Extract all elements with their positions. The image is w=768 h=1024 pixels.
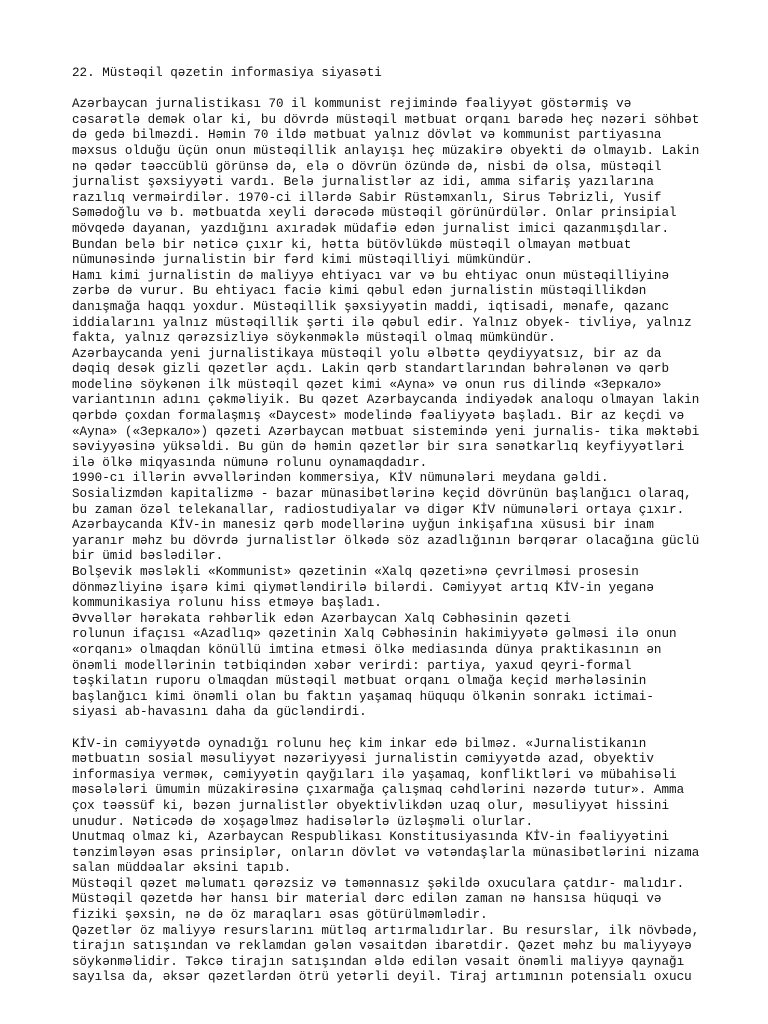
- text-line: başlanğıcı kimi önəmli olan bu faktın yaşamaq hüququ ölkənin sonrakı ictimai-: [72, 689, 654, 704]
- text-line: Azərbaycanda yeni jurnalistikaya müstəqil yolu əlbəttə qeydiyyatsız, bir az da: [72, 346, 662, 361]
- paragraph-gap: [72, 82, 702, 98]
- text-line: söykənməlidir. Təkcə tirajın satışından əldə edilən vəsait önəmli maliyyə qaynağı: [72, 954, 685, 969]
- text-line: Azərbaycan jurnalistikası 70 il kommunist rejimində fəaliyyət göstərmiş və: [72, 97, 632, 112]
- text-line: ilə ölkə miqyasında nümunə rolunu oynamaqdadır.: [72, 455, 428, 470]
- text-line: Müstəqil qəzetdə hər hansı bir material dərc edilən zaman nə hansısa hüquqi və: [72, 892, 662, 907]
- text-line: modelinə söykənən ilk müstəqil qəzet kimi «Ayna» və onun rus dilində «Зеркало»: [72, 377, 662, 392]
- text-line: fiziki şəxsin, nə də öz maraqları əsas götürülməmlədir.: [72, 908, 488, 923]
- text-line: bu zaman özəl telekanallar, radiostudiyalar və digər KİV nümunələri ortaya çıxır.: [72, 502, 685, 517]
- paragraph-gap: [72, 721, 702, 737]
- text-line: dəqiq desək gizli qəzetlər açdı. Lakin qərb standartlarından bəhrələnən və qərb: [72, 362, 670, 377]
- document-page: [72, 66, 702, 986]
- text-line: unudur. Nəticədə də xoşagəlməz hadisələrlə üzləşməli olurlar.: [72, 814, 534, 829]
- text-line: çox təəssüf ki, bəzən jurnalistlər obyektivlikdən uzaq olur, məsuliyyət hissini: [72, 798, 670, 813]
- text-line: dönməzliyinə işarə kimi qiymətləndirilə bilərdi. Cəmiyyət artıq KİV-in yeganə: [72, 580, 654, 595]
- text-line: Azərbaycanda KİV-in manesiz qərb modellərinə uyğun inkişafına xüsusi bir inam: [72, 518, 654, 533]
- text-line: Sosializmdən kapitalizmə - bazar münasibətlərinə keçid dövrünün başlanğıcı olaraq,: [72, 487, 692, 502]
- text-line: zərbə də vurur. Bu ehtiyacı faciə kimi qəbul edən jurnalistin müstəqillikdən: [72, 284, 647, 299]
- text-line: 1990-cı illərin əvvəllərindən kommersiya, KİV nümunələri meydana gəldi.: [72, 471, 609, 486]
- text-line: Unutmaq olmaz ki, Azərbaycan Respublikası Konstitusiyasında KİV-in fəaliyyətini: [72, 830, 670, 845]
- text-line: Əvvəllər hərəkata rəhbərlik edən Azərbaycan Xalq Cəbhəsinin qəzeti: [72, 611, 571, 626]
- text-line: mətbuatın sosial məsuliyyət nəzəriyyəsi jurnalistin cəmiyyətdə azad, obyektiv: [72, 752, 654, 767]
- text-line: kommunikasiya rolunu hiss etməyə başladı.: [72, 596, 382, 611]
- text-line: «Ayna» («Зеркало») qəzeti Azərbaycan mətbuat sistemində yeni jurnalis- tika məktəbi: [72, 424, 700, 439]
- text-line: Müstəqil qəzet məlumatı qərəzsiz və təmənnasız şəkildə oxuculara çatdır- malıdır.: [72, 876, 685, 891]
- text-line: siyasi ab-havasını daha da gücləndirdi.: [72, 705, 367, 720]
- text-line: nümunəsində jurnalistin bir fərd kimi müstəqilliyi mümkündür.: [72, 253, 534, 268]
- text-line: fakta, yalnız qərəzsizliyə söykənməklə müstəqil olmaq mümkündür.: [72, 331, 556, 346]
- text-line: KİV-in cəmiyyətdə oynadığı rolunu heç kim inkar edə bilməz. «Jurnalistikanın: [72, 736, 647, 751]
- text-line: Bundan belə bir nəticə çıxır ki, hətta bütövlükdə müstəqil olmayan mətbuat: [72, 237, 632, 252]
- text-line: məsələləri ümumin müzakirəsinə çıxarmağa çalışmaq cəhdlərini nəzərdə tutur». Amma: [72, 783, 685, 798]
- text-line: təşkilatın ruporu olmaqdan müstəqil mətbuat orqanı olmağa keçid mərhələsinin: [72, 674, 647, 689]
- text-block-2: [72, 737, 702, 987]
- text-line: danışmağa haqqı yoxdur. Müstəqillik şəxsiyyətin maddi, iqtisadi, mənafe, qazanc: [72, 299, 670, 314]
- text-line: informasiya verməк, cəmiyyətin qayğıları ilə yaşamaq, konfliktləri və mübahisəli: [72, 767, 677, 782]
- text-block-1: [72, 97, 702, 721]
- text-line: nə qədər təəccüblü görünsə də, elə o dövrün özündə də, nisbi də olsa, müstəqil: [72, 159, 662, 174]
- text-line: sayılsa da, əksər qəzetlərdən ötrü yetərli deyil. Tiraj artımının potensialı oxucu: [72, 970, 692, 985]
- text-line: razılıq verməirdilər. 1970-ci illərdə Sabir Rüstəmxanlı, Sirus Təbrizli, Yusif: [72, 190, 662, 205]
- text-line: iddialarını yalnız müstəqillik şərti ilə qəbul edir. Yalnız obyek- tivliyə, yalnız: [72, 315, 692, 330]
- text-line: səviyyəsinə yüksəldi. Bu gün də həmin qəzetlər bir sıra sənətkarlıq keyfiyyətləri: [72, 440, 685, 455]
- text-line: jurnalist şəxsiyyəti vardı. Belə jurnalistlər az idi, amma sifariş yazılarına: [72, 175, 654, 190]
- text-line: Hamı kimi jurnalistin də maliyyə ehtiyacı var və bu ehtiyac onun müstəqilliyinə: [72, 268, 670, 283]
- text-line: rolunun ifaçısı «Azadlıq» qəzetinin Xalq Cəbhəsinin hakimiyyətə gəlməsi ilə onun: [72, 627, 677, 642]
- text-line: variantının adını çəkməliyik. Bu qəzet Azərbaycanda indiyədək analoqu olmayan lakin: [72, 393, 700, 408]
- document-title: 22. Müstəqil qəzetin informasiya siyasəti: [72, 66, 382, 80]
- text-line: Səmədoğlu və b. mətbuatda xeyli dərəcədə müstəqil görünürdülər. Onlar prinsipial: [72, 206, 677, 221]
- text-line: salan müddəalar əksini tapıb.: [72, 861, 292, 876]
- text-line: Bolşevik məsləkli «Kommunist» qəzetinin «Xalq qəzeti»nə çevrilməsi prosesin: [72, 565, 639, 579]
- text-line: məxsus olduğu üçün onun müstəqillik anlayışı heç müzakirə obyekti də olmayıb. Lakin: [72, 143, 700, 158]
- text-line: qərbdə çoxdan formalaşmış «Daycest» modelində fəaliyyətə başladı. Bir az keçdi və: [72, 409, 685, 424]
- text-line: də gedə bilməzdi. Həmin 70 ildə mətbuat yalnız dövlət və kommunist partiyasına: [72, 128, 662, 143]
- text-line: önəmli modellərinin tətbiqindən xəbər verirdi: partiya, yaxud qeyri-formal: [72, 658, 632, 673]
- text-line: Qəzetlər öz maliyyə resurslarını mütləq artırmalıdırlar. Bu resurslar, ilk növbədə,: [72, 923, 700, 938]
- text-line: yaranır məhz bu dövrdə jurnalistlər ölkədə söz azadlığının bərqərar olacağına güclü: [72, 533, 700, 548]
- text-line: «orqanı» olmaqdan könüllü imtina etməsi ölkə mediasında dünya praktikasının ən: [72, 642, 662, 657]
- text-line: bir ümid bəslədilər.: [72, 549, 224, 564]
- text-line: tirajın satışından və reklamdan gələn vəsaitdən ibarətdir. Qəzet məhz bu maliyyəyə: [72, 939, 692, 954]
- text-line: cəsarətlə demək olar ki, bu dövrdə müstəqil mətbuat orqanı barədə heç nəzəri söhbət: [72, 112, 700, 127]
- text-line: mövqedə dayanan, yazdığını axıradək müdafiə edən jurnalist imici qazanmışdılar.: [72, 221, 670, 236]
- text-line: tənzimləyən əsas prinsiplər, onların dövlət və vətəndaşlarla münasibətlərini nizama: [72, 845, 700, 860]
